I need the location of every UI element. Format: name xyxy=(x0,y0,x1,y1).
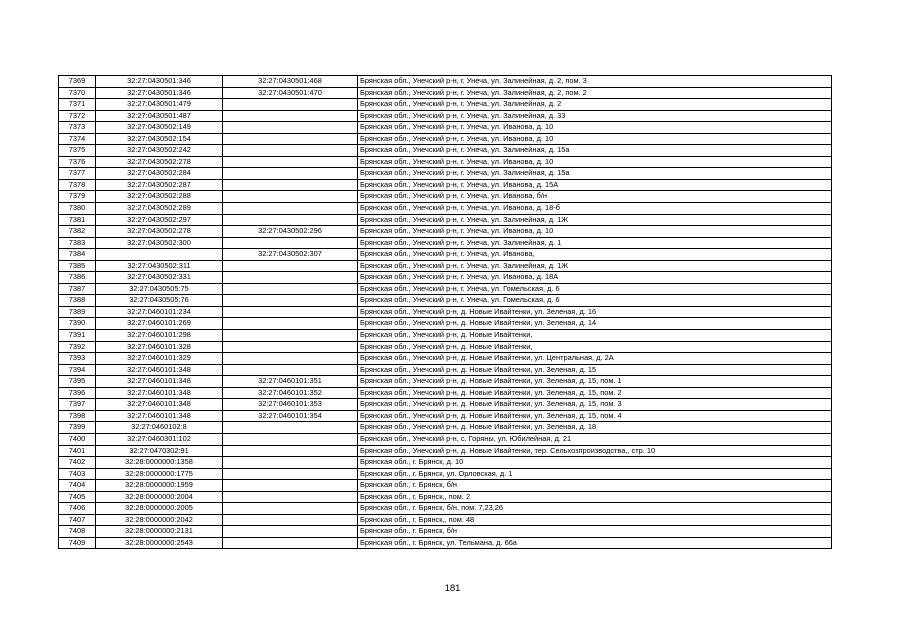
cadastral-number-cell: 32:27:0430502:287 xyxy=(96,179,223,191)
row-number-cell: 7377 xyxy=(59,168,96,180)
address-cell: Брянская обл., Унечский р-н, д. Новые Ивайтенки, ул. Зеленая, д. 15, пом. 1 xyxy=(358,376,832,388)
row-number-cell: 7406 xyxy=(59,503,96,515)
cadastral-number-cell: 32:27:0430502:331 xyxy=(96,272,223,284)
table-row xyxy=(59,330,832,342)
address-cell: Брянская обл., Унечский р-н, д. Новые Ивайтенки, ул. Центральная, д. 2А xyxy=(358,353,832,365)
related-cadastral-number-cell xyxy=(223,514,358,526)
address-cell: Брянская обл., Унечский р-н, г. Унеча, ул. Залинейная, д. 1Ж xyxy=(358,260,832,272)
row-number-cell: 7398 xyxy=(59,410,96,422)
cadastral-number-cell: 32:27:0460101:348 xyxy=(96,364,223,376)
related-cadastral-number-cell xyxy=(223,214,358,226)
cadastral-number-cell: 32:27:0460101:329 xyxy=(96,353,223,365)
table-row xyxy=(59,410,832,422)
row-number-cell: 7371 xyxy=(59,99,96,111)
cadastral-number-cell: 32:27:0430502:284 xyxy=(96,168,223,180)
related-cadastral-number-cell xyxy=(223,468,358,480)
cadastral-number-cell: 32:27:0430502:278 xyxy=(96,156,223,168)
related-cadastral-number-cell xyxy=(223,99,358,111)
address-cell: Брянская обл., Унечский р-н, д. Новые Ивайтенки, xyxy=(358,330,832,342)
related-cadastral-number-cell xyxy=(223,318,358,330)
related-cadastral-number-cell xyxy=(223,445,358,457)
cadastral-number-cell: 32:27:0460101:269 xyxy=(96,318,223,330)
address-cell: Брянская обл., Унечский р-н, г. Унеча, ул. Залинейная, д. 2 xyxy=(358,99,832,111)
row-number-cell: 7403 xyxy=(59,468,96,480)
cadastral-number-cell: 32:27:0460101:298 xyxy=(96,330,223,342)
row-number-cell: 7374 xyxy=(59,133,96,145)
related-cadastral-number-cell xyxy=(223,341,358,353)
cadastral-number-cell: 32:27:0460101:348 xyxy=(96,376,223,388)
table-row xyxy=(59,214,832,226)
related-cadastral-number-cell xyxy=(223,145,358,157)
table-row xyxy=(59,457,832,469)
cadastral-number-cell: 32:27:0460101:348 xyxy=(96,399,223,411)
row-number-cell: 7373 xyxy=(59,122,96,134)
related-cadastral-number-cell xyxy=(223,260,358,272)
cadastral-number-cell: 32:27:0460301:102 xyxy=(96,433,223,445)
cadastral-number-cell: 32:28:0000000:2131 xyxy=(96,526,223,538)
row-number-cell: 7390 xyxy=(59,318,96,330)
table-row xyxy=(59,526,832,538)
row-number-cell: 7389 xyxy=(59,306,96,318)
cadastral-number-cell: 32:27:0460102:8 xyxy=(96,422,223,434)
row-number-cell: 7387 xyxy=(59,283,96,295)
cadastral-number-cell: 32:27:0430505:76 xyxy=(96,295,223,307)
related-cadastral-number-cell xyxy=(223,110,358,122)
address-cell: Брянская обл., Унечский р-н, д. Новые Ивайтенки, ул. Зеленая, д. 15, пом. 4 xyxy=(358,410,832,422)
table-row xyxy=(59,364,832,376)
table-row xyxy=(59,353,832,365)
row-number-cell: 7380 xyxy=(59,203,96,215)
row-number-cell: 7397 xyxy=(59,399,96,411)
related-cadastral-number-cell xyxy=(223,457,358,469)
address-cell: Брянская обл., г. Брянск, б/н xyxy=(358,480,832,492)
row-number-cell: 7405 xyxy=(59,491,96,503)
row-number-cell: 7370 xyxy=(59,87,96,99)
address-cell: Брянская обл., Унечский р-н, г. Унеча, ул. Залинейная, д. 1 xyxy=(358,237,832,249)
row-number-cell: 7386 xyxy=(59,272,96,284)
cadastral-number-cell: 32:28:0000000:2004 xyxy=(96,491,223,503)
cadastral-number-cell: 32:27:0430502:297 xyxy=(96,214,223,226)
related-cadastral-number-cell xyxy=(223,433,358,445)
address-cell: Брянская обл., г. Брянск, б/н xyxy=(358,526,832,538)
table-row xyxy=(59,179,832,191)
row-number-cell: 7375 xyxy=(59,145,96,157)
table-row xyxy=(59,341,832,353)
cadastral-number-cell: 32:27:0460101:328 xyxy=(96,341,223,353)
row-number-cell: 7396 xyxy=(59,387,96,399)
related-cadastral-number-cell xyxy=(223,491,358,503)
table-row xyxy=(59,399,832,411)
address-cell: Брянская обл., Унечский р-н, г. Унеча, ул. Гомельская, д. 6 xyxy=(358,295,832,307)
cadastral-number-cell: 32:27:0460101:234 xyxy=(96,306,223,318)
table-row xyxy=(59,503,832,515)
table-row xyxy=(59,87,832,99)
table-row xyxy=(59,445,832,457)
table-row xyxy=(59,76,832,88)
cadastral-number-cell xyxy=(96,249,223,261)
cadastral-number-cell: 32:27:0430501:487 xyxy=(96,110,223,122)
cadastral-number-cell: 32:28:0000000:2005 xyxy=(96,503,223,515)
address-cell: Брянская обл., Унечский р-н, д. Новые Ивайтенки, ул. Зеленая, д. 15, пом. 2 xyxy=(358,387,832,399)
row-number-cell: 7383 xyxy=(59,237,96,249)
row-number-cell: 7404 xyxy=(59,480,96,492)
related-cadastral-number-cell xyxy=(223,503,358,515)
related-cadastral-number-cell: 32:27:0430502:296 xyxy=(223,226,358,238)
table-row xyxy=(59,226,832,238)
table-row xyxy=(59,260,832,272)
row-number-cell: 7369 xyxy=(59,76,96,88)
row-number-cell: 7381 xyxy=(59,214,96,226)
cadastral-number-cell: 32:27:0430502:288 xyxy=(96,191,223,203)
cadastral-number-cell: 32:27:0430502:242 xyxy=(96,145,223,157)
address-cell: Брянская обл., Унечский р-н, г. Унеча, ул. Иванова, д. 18-б xyxy=(358,203,832,215)
address-cell: Брянская обл., Унечский р-н, г. Унеча, ул. Залинейная, д. 2, пом. 3 xyxy=(358,76,832,88)
related-cadastral-number-cell: 32:27:0460101:352 xyxy=(223,387,358,399)
address-cell: Брянская обл., Унечский р-н, д. Новые Ивайтенки, ул. Зеленая, д. 18 xyxy=(358,422,832,434)
table-row xyxy=(59,376,832,388)
related-cadastral-number-cell xyxy=(223,272,358,284)
row-number-cell: 7407 xyxy=(59,514,96,526)
row-number-cell: 7372 xyxy=(59,110,96,122)
row-number-cell: 7391 xyxy=(59,330,96,342)
related-cadastral-number-cell xyxy=(223,191,358,203)
related-cadastral-number-cell xyxy=(223,237,358,249)
related-cadastral-number-cell xyxy=(223,203,358,215)
cadastral-number-cell: 32:27:0430502:300 xyxy=(96,237,223,249)
address-cell: Брянская обл., Унечский р-н, г. Унеча, ул. Залинейная, д. 1Ж xyxy=(358,214,832,226)
table-row xyxy=(59,237,832,249)
cadastral-number-cell: 32:28:0000000:1775 xyxy=(96,468,223,480)
table-row xyxy=(59,480,832,492)
cadastral-number-cell: 32:27:0430505:75 xyxy=(96,283,223,295)
address-cell: Брянская обл., Унечский р-н, д. Новые Ивайтенки, тер. Сельхозпроизводства,, стр. 10 xyxy=(358,445,832,457)
row-number-cell: 7376 xyxy=(59,156,96,168)
address-cell: Брянская обл., г. Брянск, ул. Орловская, д. 1 xyxy=(358,468,832,480)
address-cell: Брянская обл., Унечский р-н, д. Новые Ивайтенки, ул. Зеленая, д. 16 xyxy=(358,306,832,318)
cadastral-number-cell: 32:27:0430502:278 xyxy=(96,226,223,238)
cadastral-number-cell: 32:27:0470302:91 xyxy=(96,445,223,457)
table-row xyxy=(59,122,832,134)
address-cell: Брянская обл., Унечский р-н, д. Новые Ивайтенки, ул. Зеленая, д. 15 xyxy=(358,364,832,376)
table-row xyxy=(59,191,832,203)
address-cell: Брянская обл., Унечский р-н, г. Унеча, ул. Залинейная, д. 15а xyxy=(358,145,832,157)
related-cadastral-number-cell xyxy=(223,480,358,492)
related-cadastral-number-cell xyxy=(223,330,358,342)
table-row xyxy=(59,133,832,145)
cadastral-number-cell: 32:27:0430501:346 xyxy=(96,76,223,88)
related-cadastral-number-cell: 32:27:0430502:307 xyxy=(223,249,358,261)
address-cell: Брянская обл., Унечский р-н, с. Горяны, ул. Юбилейная, д. 21 xyxy=(358,433,832,445)
address-cell: Брянская обл., Унечский р-н, г. Унеча, ул. Иванова, д. 10 xyxy=(358,122,832,134)
table-row xyxy=(59,295,832,307)
table-row xyxy=(59,145,832,157)
row-number-cell: 7379 xyxy=(59,191,96,203)
cadastral-number-cell: 32:28:0000000:1358 xyxy=(96,457,223,469)
cadastral-number-cell: 32:27:0430502:154 xyxy=(96,133,223,145)
related-cadastral-number-cell xyxy=(223,156,358,168)
related-cadastral-number-cell xyxy=(223,283,358,295)
address-cell: Брянская обл., г. Брянск, д. 10 xyxy=(358,457,832,469)
row-number-cell: 7385 xyxy=(59,260,96,272)
table-row xyxy=(59,468,832,480)
page-number: 181 xyxy=(444,583,461,594)
related-cadastral-number-cell xyxy=(223,364,358,376)
cadastral-number-cell: 32:27:0460101:348 xyxy=(96,410,223,422)
related-cadastral-number-cell xyxy=(223,122,358,134)
row-number-cell: 7395 xyxy=(59,376,96,388)
table-row xyxy=(59,283,832,295)
related-cadastral-number-cell xyxy=(223,353,358,365)
address-cell: Брянская обл., Унечский р-н, г. Унеча, ул. Залинейная, д. 33 xyxy=(358,110,832,122)
row-number-cell: 7400 xyxy=(59,433,96,445)
address-cell: Брянская обл., Унечский р-н, г. Унеча, ул. Гомельская, д. 6 xyxy=(358,283,832,295)
related-cadastral-number-cell: 32:27:0460101:353 xyxy=(223,399,358,411)
related-cadastral-number-cell: 32:27:0430501:470 xyxy=(223,87,358,99)
table-row xyxy=(59,99,832,111)
address-cell: Брянская обл., Унечский р-н, д. Новые Ивайтенки, ул. Зеленая, д. 14 xyxy=(358,318,832,330)
table-row xyxy=(59,168,832,180)
row-number-cell: 7399 xyxy=(59,422,96,434)
address-cell: Брянская обл., Унечский р-н, г. Унеча, ул. Иванова, б/н xyxy=(358,191,832,203)
cadastral-number-cell: 32:28:0000000:2543 xyxy=(96,537,223,549)
table-row xyxy=(59,387,832,399)
cadastral-number-cell: 32:27:0430501:346 xyxy=(96,87,223,99)
address-cell: Брянская обл., Унечский р-н, г. Унеча, ул. Иванова, xyxy=(358,249,832,261)
cadastral-table-body xyxy=(59,76,832,549)
address-cell: Брянская обл., г. Брянск,, пом. 2 xyxy=(358,491,832,503)
table-row xyxy=(59,110,832,122)
address-cell: Брянская обл., Унечский р-н, г. Унеча, ул. Иванова, д. 18А xyxy=(358,272,832,284)
row-number-cell: 7378 xyxy=(59,179,96,191)
table-row xyxy=(59,433,832,445)
cadastral-number-cell: 32:28:0000000:2042 xyxy=(96,514,223,526)
address-cell: Брянская обл., Унечский р-н, г. Унеча, ул. Иванова, д. 10 xyxy=(358,156,832,168)
row-number-cell: 7408 xyxy=(59,526,96,538)
address-cell: Брянская обл., г. Брянск, ул. Тельмана, д. 66а xyxy=(358,537,832,549)
related-cadastral-number-cell xyxy=(223,168,358,180)
cadastral-number-cell: 32:27:0430502:149 xyxy=(96,122,223,134)
row-number-cell: 7409 xyxy=(59,537,96,549)
address-cell: Брянская обл., Унечский р-н, г. Унеча, ул. Залинейная, д. 15а xyxy=(358,168,832,180)
related-cadastral-number-cell xyxy=(223,133,358,145)
address-cell: Брянская обл., г. Брянск,, пом. 48 xyxy=(358,514,832,526)
table-row xyxy=(59,272,832,284)
row-number-cell: 7382 xyxy=(59,226,96,238)
row-number-cell: 7401 xyxy=(59,445,96,457)
related-cadastral-number-cell xyxy=(223,422,358,434)
cadastral-number-cell: 32:27:0430501:479 xyxy=(96,99,223,111)
related-cadastral-number-cell xyxy=(223,295,358,307)
table-row xyxy=(59,422,832,434)
row-number-cell: 7394 xyxy=(59,364,96,376)
table-row xyxy=(59,318,832,330)
row-number-cell: 7392 xyxy=(59,341,96,353)
related-cadastral-number-cell: 32:27:0460101:354 xyxy=(223,410,358,422)
cadastral-number-cell: 32:28:0000000:1959 xyxy=(96,480,223,492)
address-cell: Брянская обл., Унечский р-н, г. Унеча, ул. Залинейная, д. 2, пом. 2 xyxy=(358,87,832,99)
table-row xyxy=(59,306,832,318)
cadastral-number-cell: 32:27:0430502:289 xyxy=(96,203,223,215)
related-cadastral-number-cell xyxy=(223,179,358,191)
address-cell: Брянская обл., г. Брянск, б/н, пом. 7,23,26 xyxy=(358,503,832,515)
related-cadastral-number-cell: 32:27:0430501:468 xyxy=(223,76,358,88)
table-row xyxy=(59,514,832,526)
related-cadastral-number-cell xyxy=(223,537,358,549)
row-number-cell: 7384 xyxy=(59,249,96,261)
table-row xyxy=(59,537,832,549)
table-row xyxy=(59,249,832,261)
row-number-cell: 7393 xyxy=(59,353,96,365)
related-cadastral-number-cell xyxy=(223,526,358,538)
cadastral-table xyxy=(58,75,832,549)
table-row xyxy=(59,203,832,215)
row-number-cell: 7388 xyxy=(59,295,96,307)
address-cell: Брянская обл., Унечский р-н, д. Новые Ивайтенки, ул. Зеленая, д. 15, пом. 3 xyxy=(358,399,832,411)
table-row xyxy=(59,156,832,168)
table-row xyxy=(59,491,832,503)
address-cell: Брянская обл., Унечский р-н, г. Унеча, ул. Иванова, д. 10 xyxy=(358,133,832,145)
address-cell: Брянская обл., Унечский р-н, г. Унеча, ул. Иванова, д. 15А xyxy=(358,179,832,191)
related-cadastral-number-cell xyxy=(223,306,358,318)
address-cell: Брянская обл., Унечский р-н, д. Новые Ивайтенки, xyxy=(358,341,832,353)
cadastral-number-cell: 32:27:0460101:348 xyxy=(96,387,223,399)
related-cadastral-number-cell: 32:27:0460101:351 xyxy=(223,376,358,388)
cadastral-number-cell: 32:27:0430502:311 xyxy=(96,260,223,272)
row-number-cell: 7402 xyxy=(59,457,96,469)
address-cell: Брянская обл., Унечский р-н, г. Унеча, ул. Иванова, д. 10 xyxy=(358,226,832,238)
